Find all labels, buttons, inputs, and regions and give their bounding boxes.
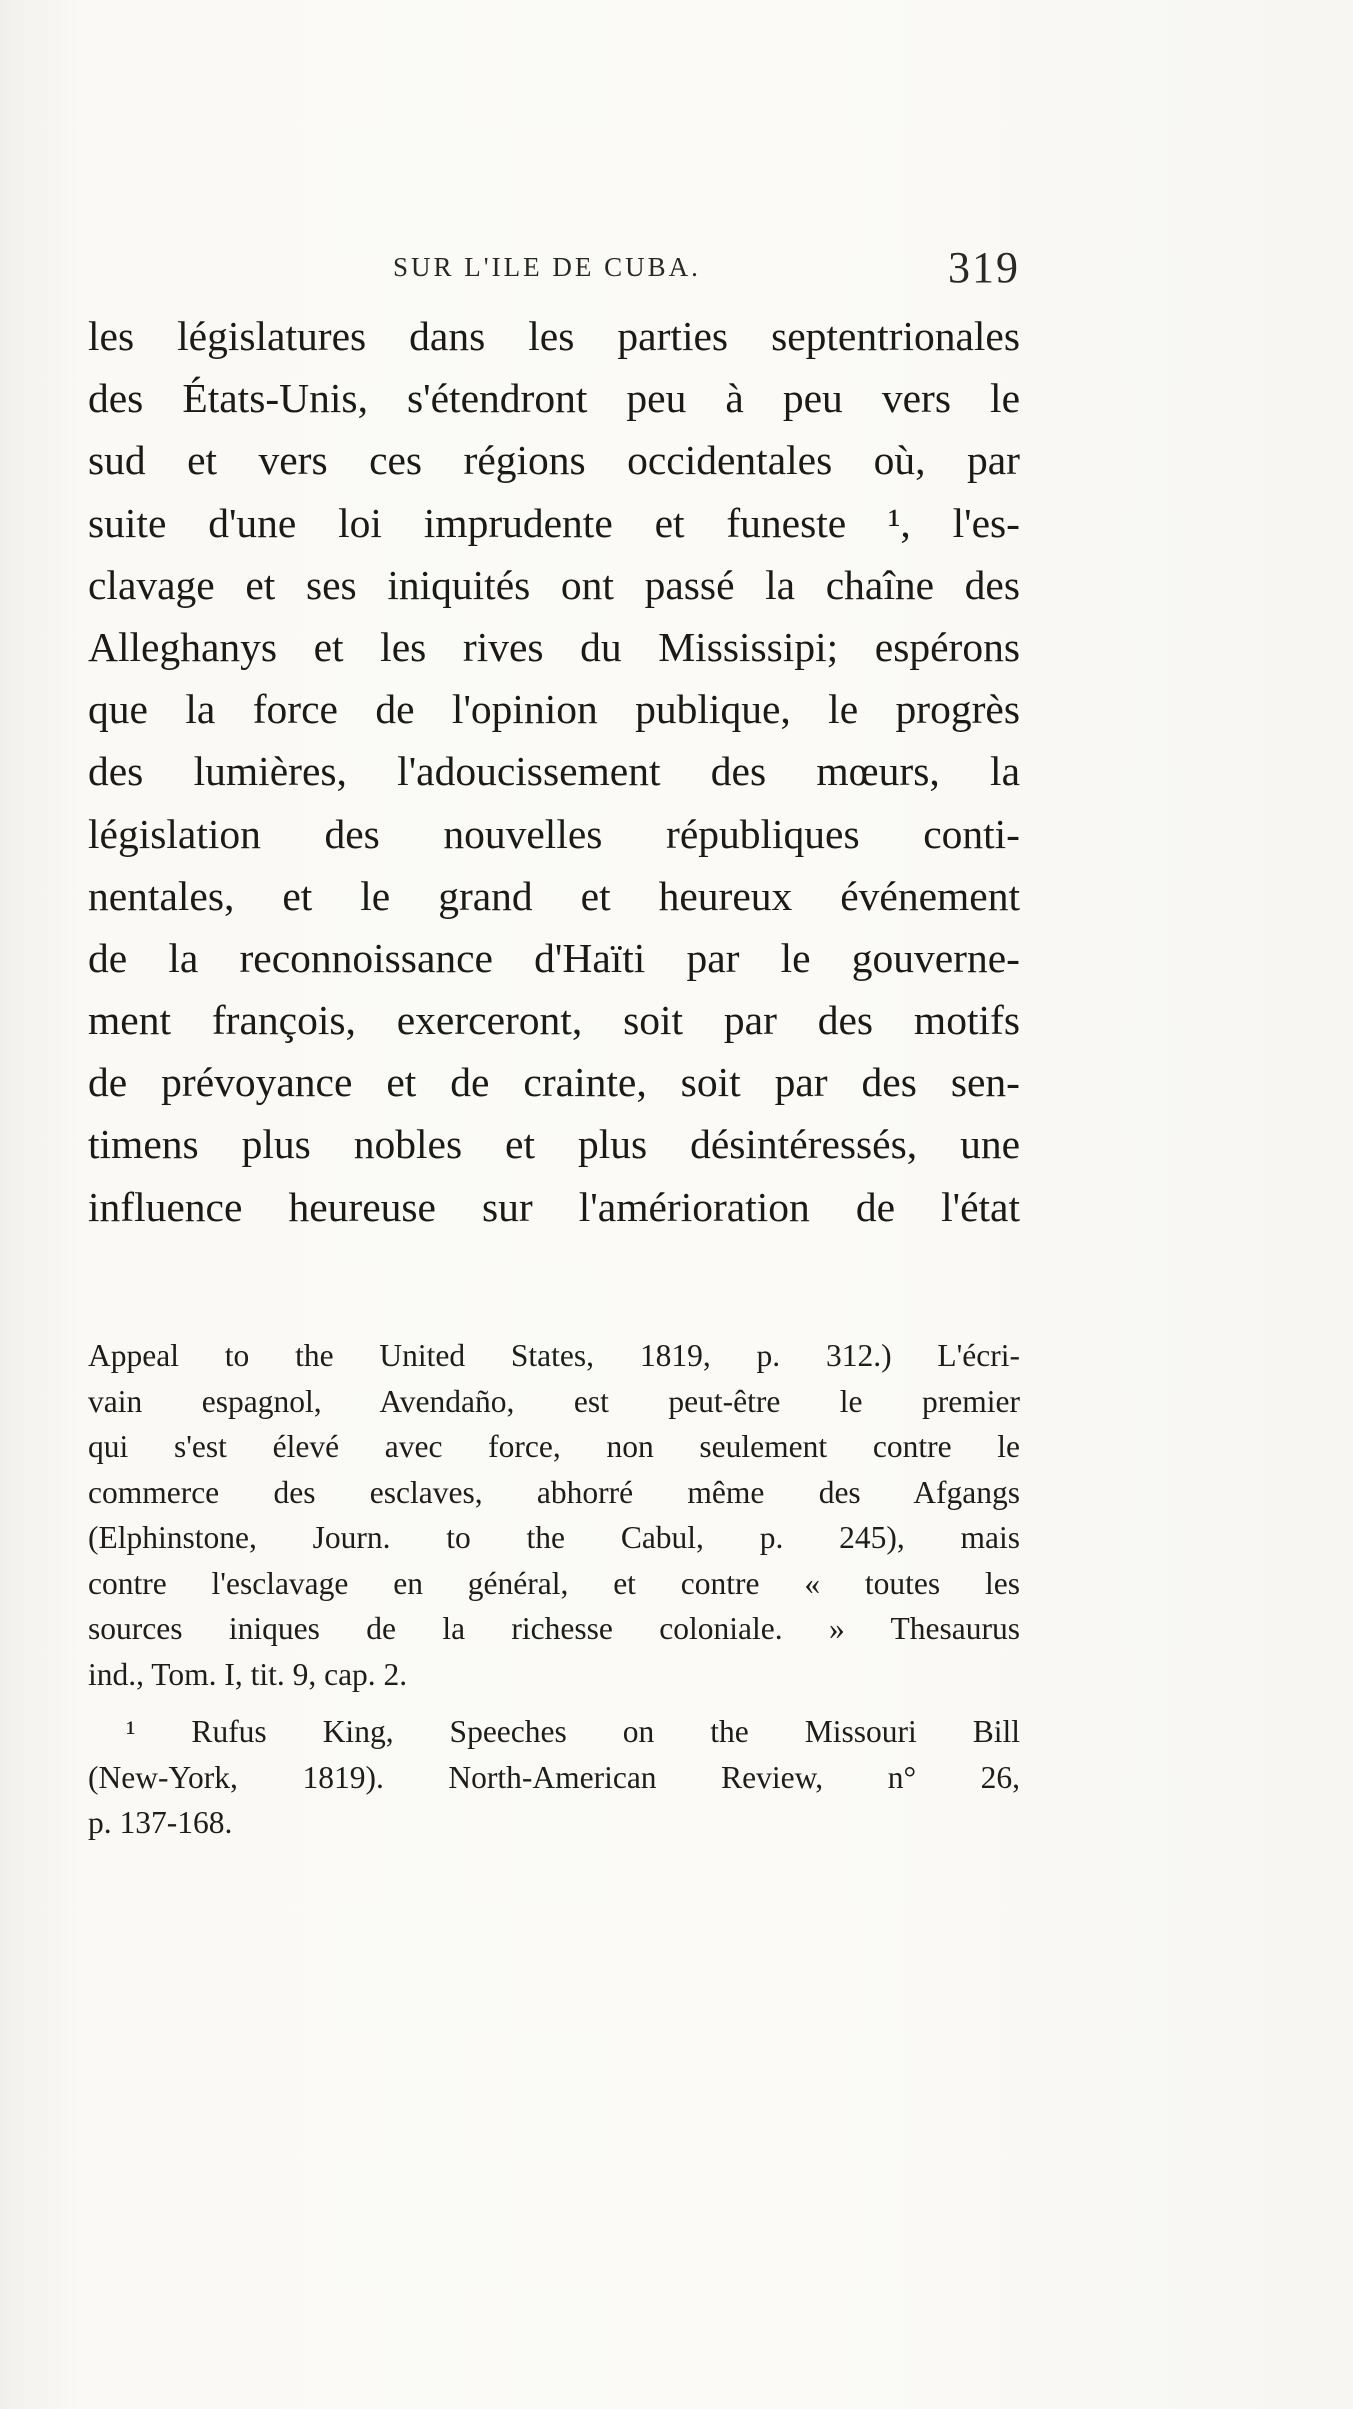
text-line: les législatures dans les parties septentrionales: [88, 313, 1020, 359]
footnote-line: (Elphinstone, Journ. to the Cabul, p. 245), mais: [88, 1520, 1020, 1555]
page-number: 319: [948, 243, 1020, 292]
text-line: sud et vers ces régions occidentales où, par: [88, 437, 1020, 484]
footnote-line: qui s'est élevé avec force, non seulement contre le: [88, 1429, 1020, 1464]
footnote-line: ind., Tom. I, tit. 9, cap. 2.: [88, 1656, 408, 1692]
footnote-line: sources iniques de la richesse coloniale. » Thesaurus: [88, 1611, 1020, 1646]
text-line: ment françois, exerceront, soit par des motifs: [88, 997, 1020, 1044]
footnote-line: ¹ Rufus King, Speeches on the Missouri Bill: [126, 1714, 1020, 1749]
text-line: de la reconnoissance d'Haïti par le gouverne-: [88, 934, 1020, 981]
page-header: [88, 242, 1020, 302]
text-line: de prévoyance et de crainte, soit par des sen-: [88, 1059, 1020, 1106]
running-head: SUR L'ILE DE CUBA.: [393, 252, 701, 282]
footnote-line: (New-York, 1819). North-American Review, n° 26,: [88, 1759, 1020, 1795]
text-line: législation des nouvelles républiques conti-: [88, 810, 1020, 857]
text-line: des États-Unis, s'étendront peu à peu vers le: [88, 375, 1020, 422]
footnotes: [88, 1333, 1020, 1846]
footnote-1: [88, 1709, 1020, 1846]
text-line: que la force de l'opinion publique, le progrès: [88, 686, 1020, 733]
footnote-line: vain espagnol, Avendaño, est peut-être le premier: [88, 1383, 1020, 1419]
footnote-line: commerce des esclaves, abhorré même des Afgangs: [88, 1474, 1020, 1510]
footnote-line: contre l'esclavage en général, et contre « toutes les: [88, 1565, 1020, 1601]
text-line: clavage et ses iniquités ont passé la chaîne des: [88, 561, 1020, 608]
text-line: des lumières, l'adoucissement des mœurs, la: [88, 748, 1020, 795]
main-text: [88, 305, 1020, 1238]
footnote-line: Appeal to the United States, 1819, p. 312.) L'écri-: [88, 1338, 1020, 1373]
text-line: suite d'une loi imprudente et funeste ¹, l'es-: [88, 499, 1020, 546]
text-line: timens plus nobles et plus désintéressés, une: [88, 1121, 1020, 1168]
footnote-line: p. 137-168.: [88, 1805, 233, 1840]
text-line: Alleghanys et les rives du Mississipi; espérons: [88, 623, 1020, 670]
text-line: influence heureuse sur l'amérioration de l'état: [88, 1183, 1020, 1230]
footnote-spacer: [88, 1697, 1020, 1709]
text-line: nentales, et le grand et heureux événement: [88, 872, 1020, 919]
footnote-continued: [88, 1333, 1020, 1697]
